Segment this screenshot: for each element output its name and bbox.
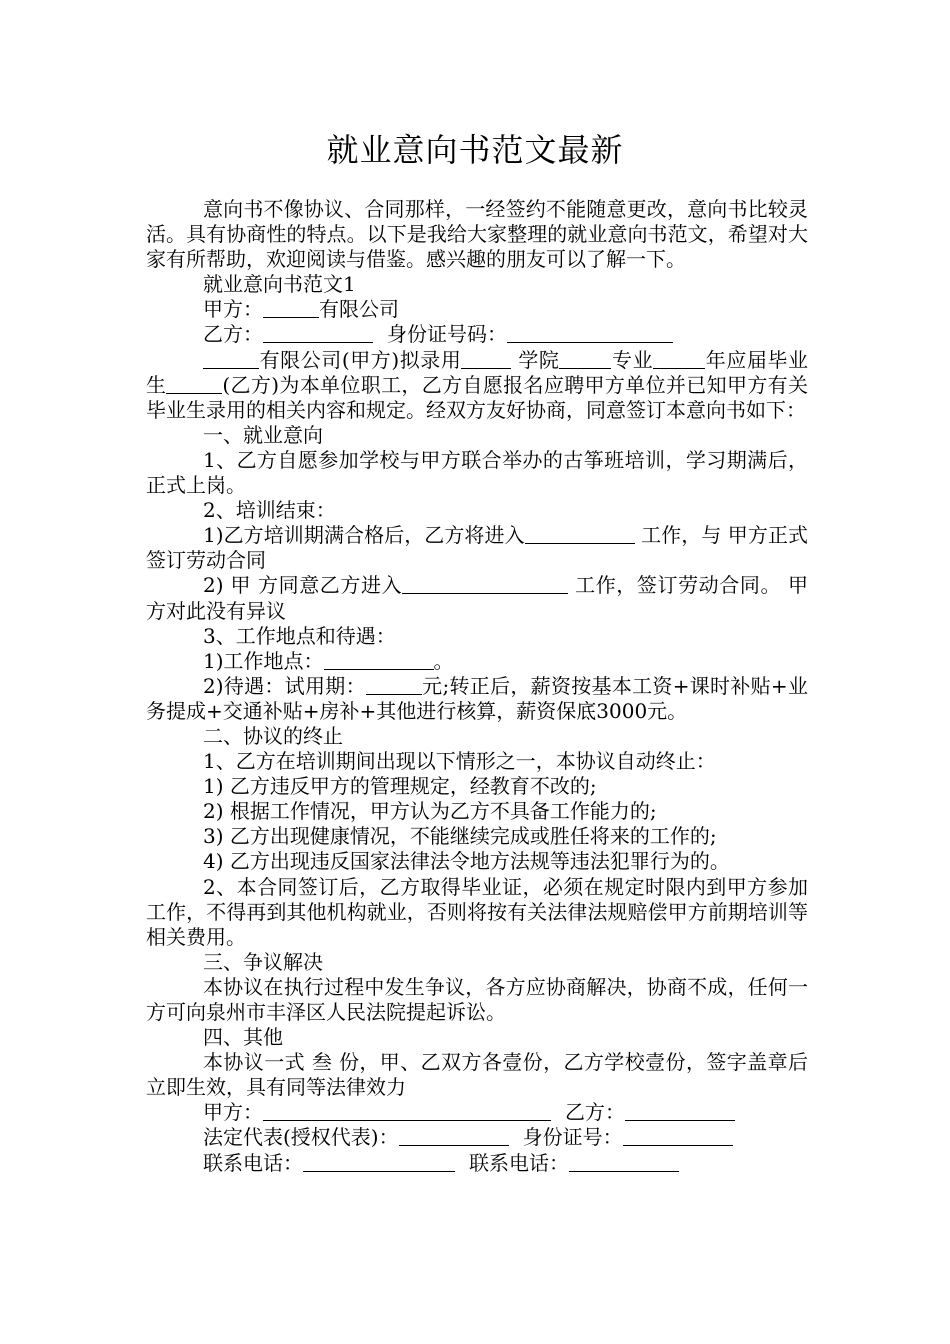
section-1-item-3-2: [146, 674, 808, 724]
sign-line-3: [146, 1151, 808, 1176]
blank-work-1: [525, 525, 635, 544]
sign-line-2: [146, 1125, 808, 1150]
section-4-paragraph: 本协议一式 叁 份，甲、乙双方各壹份，乙方学校壹份，签字盖章后立即生效，具有同等法律效力: [146, 1050, 808, 1100]
party-b-line: [146, 322, 808, 347]
termination-item-3: 3) 乙方出现健康情况，不能继续完成或胜任将来的工作的;: [203, 824, 717, 849]
sign-party-b-label: 乙方：: [565, 1100, 625, 1125]
section-2-title: 二、协议的终止: [203, 723, 343, 748]
item-3-2-text-a: 2)待遇：试用期：: [203, 673, 366, 698]
blank-id: [507, 324, 673, 343]
section-1-item-3-1: [146, 649, 808, 674]
blank-major: [559, 350, 611, 369]
recruit-text-5: (乙方)为本单位职工，乙方自愿报名应聘甲方单位并已知甲方有关毕业生录用的相关内容和规定。经双方友好协商，同意签订本意向书如下：: [146, 372, 809, 422]
blank-phone-a: [303, 1153, 455, 1172]
blank-work-2: [402, 575, 568, 594]
section-1-item-3-title: 3、工作地点和待遇：: [203, 623, 396, 648]
blank-party-b: [263, 324, 373, 343]
section-3-paragraph: 本协议在执行过程中发生争议，各方应协商解决，协商不成，任何一方可向泉州市丰泽区人民法院提起诉讼。: [146, 974, 808, 1024]
blank-company-2: [203, 350, 259, 369]
item-2-1-text-b: 工作，与 甲方正式签订劳动合同: [146, 523, 809, 573]
section-1-item-2-1: [146, 523, 808, 573]
party-b-label: 乙方：: [203, 322, 263, 347]
item-3-1-text-b: 。: [433, 648, 454, 673]
item-2-2-text-a: 2) 甲 方同意乙方进入: [203, 573, 403, 598]
party-a-suffix: 有限公司: [319, 297, 399, 322]
phone-b-label: 联系电话：: [469, 1150, 569, 1175]
page-title: 就业意向书范文最新: [326, 131, 624, 169]
legal-rep-label: 法定代表(授权代表)：: [203, 1125, 399, 1150]
section-2-item-1: 1、乙方在培训期间出现以下情形之一，本协议自动终止：: [203, 749, 716, 774]
blank-phone-b: [569, 1153, 679, 1172]
sample-heading: 就业意向书范文1: [203, 272, 356, 297]
item-2-2-text-b: 工作，签订劳动合同。 甲 方对此没有异议: [146, 573, 808, 623]
section-2-item-2: 2、本合同签订后，乙方取得毕业证，必须在规定时限内到甲方参加工作，不得再到其他机构就业，否则将按有关法律法规赔偿甲方前期培训等相关费用。: [146, 874, 808, 949]
recruit-text-3: 专业: [611, 347, 654, 372]
blank-location: [324, 651, 434, 670]
recruit-text-1: 有限公司(甲方)拟录用: [259, 347, 462, 372]
phone-a-label: 联系电话：: [203, 1150, 303, 1175]
item-2-1-text-a: 1)乙方培训期满合格后，乙方将进入: [203, 523, 525, 548]
document-body: [146, 197, 808, 1176]
sign-line-1: [146, 1100, 808, 1125]
recruit-text-4: 年应届毕业生: [146, 347, 809, 397]
termination-item-4: 4) 乙方出现违反国家法律法令地方法规等违法犯罪行为的。: [203, 849, 730, 874]
recruit-text-2: 学院: [518, 347, 560, 372]
blank-company: [263, 299, 319, 318]
section-1-item-2-title: 2、培训结束：: [203, 498, 336, 523]
section-1-item-1: 1、乙方自愿参加学校与甲方联合举办的古筝班培训，学习期满后，正式上岗。: [146, 447, 808, 498]
blank-sign-party-a: [263, 1102, 551, 1121]
blank-legal-rep: [399, 1127, 509, 1146]
section-1-item-2-2: [146, 573, 808, 623]
termination-item-2: 2) 根据工作情况，甲方认为乙方不具备工作能力的;: [203, 799, 657, 824]
section-1-title: 一、就业意向: [203, 422, 323, 447]
blank-sign-id: [623, 1127, 733, 1146]
blank-probation: [366, 676, 422, 695]
item-3-2-text-b: 元;转正后，薪资按基本工资+课时补贴+业务提成+交通补贴+房补+其他进行核算，薪资保底3000元。: [146, 673, 808, 723]
blank-party-b-name: [166, 375, 222, 394]
intro-paragraph: 意向书不像协议、合同那样，一经签约不能随意更改，意向书比较灵活。具有协商性的特点。以下是我给大家整理的就业意向书范文，希望对大家有所帮助，欢迎阅读与借鉴。感兴趣的朋友可以了解一下。: [146, 197, 808, 272]
party-a-label: 甲方：: [203, 297, 263, 322]
blank-school: [461, 350, 511, 369]
sign-party-a-label: 甲方：: [203, 1100, 263, 1125]
id-label: 身份证号码：: [387, 322, 507, 347]
recruit-paragraph: [146, 348, 808, 423]
item-3-1-text-a: 1)工作地点：: [203, 648, 324, 673]
party-a-line: [146, 297, 808, 322]
section-3-title: 三、争议解决: [203, 949, 323, 974]
blank-sign-party-b: [625, 1102, 735, 1121]
termination-item-1: 1) 乙方违反甲方的管理规定，经教育不改的;: [203, 774, 597, 799]
sign-id-label: 身份证号：: [522, 1125, 623, 1150]
section-4-title: 四、其他: [203, 1025, 283, 1050]
blank-year: [653, 350, 705, 369]
